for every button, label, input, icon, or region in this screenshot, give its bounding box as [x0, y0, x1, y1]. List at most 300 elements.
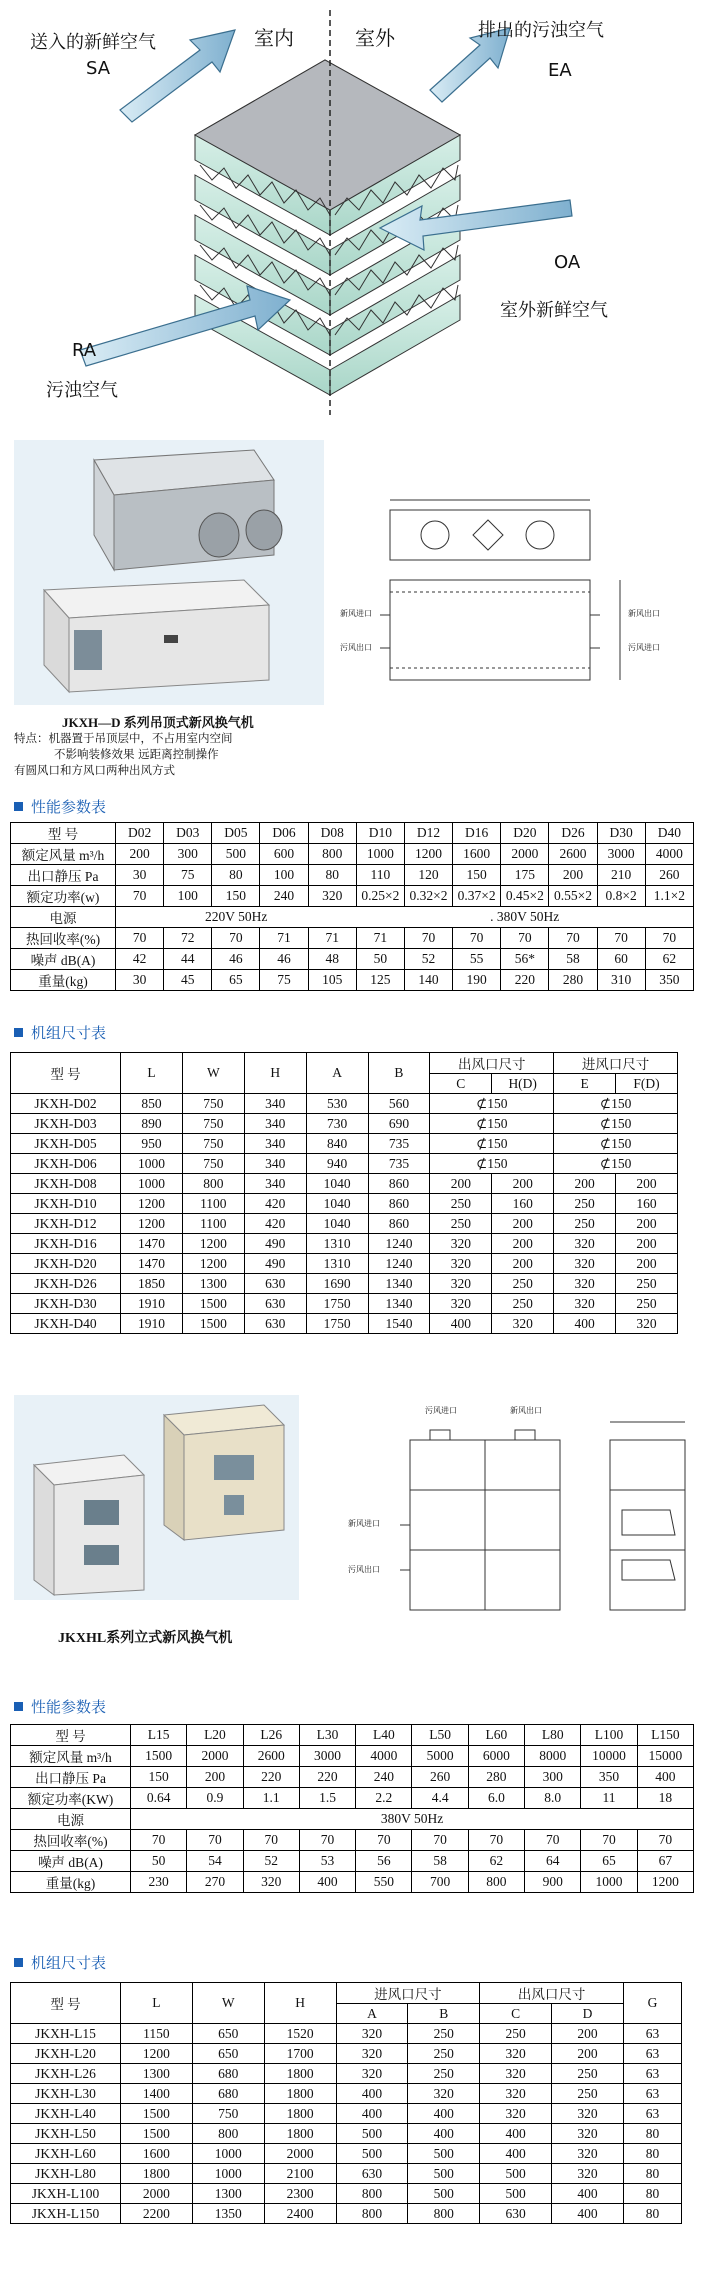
value-cell: 0.25×2: [356, 886, 404, 907]
dim-cell-b: 1540: [368, 1314, 430, 1334]
perf-row: [11, 1788, 694, 1809]
value-cell: 2600: [243, 1746, 299, 1767]
value-cell: 58: [412, 1851, 468, 1872]
model-cell: L100: [581, 1725, 637, 1746]
dim-cell-e: 320: [554, 1274, 616, 1294]
dim-cell-h: 1800: [264, 2124, 336, 2144]
table-row: [11, 1094, 678, 1114]
dim-cell-h: 1700: [264, 2044, 336, 2064]
dim-cell-a: 1750: [306, 1314, 368, 1334]
value-cell: 30: [116, 970, 164, 991]
dim-cell-b: 500: [408, 2164, 480, 2184]
table-row: [11, 1234, 678, 1254]
value-cell: 70: [131, 1830, 187, 1851]
table-row: [11, 1174, 678, 1194]
value-cell: 320: [243, 1872, 299, 1893]
l-dim-body: [11, 2024, 682, 2224]
d-perf-body-a: [11, 844, 694, 907]
dim-header-h: H: [244, 1053, 306, 1094]
d-perf-title: [14, 796, 106, 817]
dim-header-g: G: [624, 1983, 682, 2024]
value-cell: 65: [212, 970, 260, 991]
dim-header-c: C: [430, 1074, 492, 1094]
value-cell: 100: [164, 886, 212, 907]
oa-label: OA: [554, 252, 581, 273]
dim-cell-inlet: ⊄150: [554, 1094, 678, 1114]
value-cell: 0.9: [187, 1788, 243, 1809]
value-cell: 175: [501, 865, 549, 886]
dim-cell-w: 1000: [192, 2164, 264, 2184]
l-series-technical-drawing: [330, 1400, 700, 1620]
value-cell: 300: [164, 844, 212, 865]
dim-cell-l: 1300: [121, 2064, 193, 2084]
dim-cell-outlet: ⊄150: [430, 1114, 554, 1134]
dim-cell-hd: 200: [492, 1214, 554, 1234]
dim-cell-c: 320: [480, 2104, 552, 2124]
vertical-unit-illustration: [14, 1395, 299, 1600]
value-cell: 280: [468, 1767, 524, 1788]
dim-cell-e: 400: [554, 1314, 616, 1334]
section-marker-icon: [14, 1958, 23, 1967]
table-row: [11, 1114, 678, 1134]
dim-cell-c: 630: [480, 2204, 552, 2224]
dim-cell-c: 320: [480, 2064, 552, 2084]
drawing-label-fresh-out: 新风出口: [628, 609, 660, 618]
d-dim-header-row: [11, 1053, 678, 1074]
model-cell: L150: [637, 1725, 693, 1746]
dim-cell-w: 1100: [182, 1194, 244, 1214]
value-cell: 200: [116, 844, 164, 865]
model-cell: L40: [356, 1725, 412, 1746]
table-row: [11, 1194, 678, 1214]
dim-cell-e: 320: [554, 1294, 616, 1314]
dim-cell-b: 690: [368, 1114, 430, 1134]
model-cell: D05: [212, 823, 260, 844]
value-cell: 230: [131, 1872, 187, 1893]
feature-line-2: 不影响装修效果 远距离控制操作: [54, 747, 219, 761]
value-cell: 45: [164, 970, 212, 991]
dim-cell-h: 1800: [264, 2064, 336, 2084]
dim-cell-b: 250: [408, 2044, 480, 2064]
value-cell: 1000: [356, 844, 404, 865]
dim-cell-b: 250: [408, 2064, 480, 2084]
dim-cell-w: 800: [192, 2124, 264, 2144]
value-cell: 3000: [299, 1746, 355, 1767]
dim-header-l: L: [121, 1983, 193, 2024]
dim-header-hd: H(D): [492, 1074, 554, 1094]
l-dim-title-text: 机组尺寸表: [31, 1954, 107, 1972]
value-cell: 0.32×2: [404, 886, 452, 907]
table-row: [11, 2024, 682, 2044]
table-row: [11, 2044, 682, 2064]
value-cell: 2000: [187, 1746, 243, 1767]
dim-cell-c: 250: [430, 1214, 492, 1234]
dim-cell-b: 320: [408, 2084, 480, 2104]
d-dim-title-text: 机组尺寸表: [31, 1024, 107, 1042]
value-cell: 50: [131, 1851, 187, 1872]
dim-cell-a: 1040: [306, 1194, 368, 1214]
dim-cell-a: 1750: [306, 1294, 368, 1314]
value-cell: 64: [525, 1851, 581, 1872]
value-cell: 18: [637, 1788, 693, 1809]
model-cell: D03: [164, 823, 212, 844]
dim-cell-fd: 200: [616, 1234, 678, 1254]
dim-cell-b: 735: [368, 1134, 430, 1154]
indoor-label: 室内: [254, 26, 294, 50]
dim-cell-w: 750: [192, 2104, 264, 2124]
value-cell: 62: [468, 1851, 524, 1872]
value-cell: 55: [453, 949, 501, 970]
model-cell: L26: [243, 1725, 299, 1746]
dim-cell-w: 750: [182, 1094, 244, 1114]
d-perf-table: [10, 822, 694, 991]
value-cell: 48: [308, 949, 356, 970]
dim-cell-a: 320: [336, 2044, 408, 2064]
drawing-label-exhaust-out: 污风出口: [340, 643, 372, 652]
dim-cell-g: 63: [624, 2024, 682, 2044]
perf-row: [11, 970, 694, 991]
dim-cell-inlet: ⊄150: [554, 1134, 678, 1154]
value-cell: 1500: [131, 1746, 187, 1767]
dim-cell-l: 1200: [121, 1214, 183, 1234]
dim-cell-inlet: ⊄150: [554, 1114, 678, 1134]
dim-cell-model: JKXH-L15: [11, 2024, 121, 2044]
dim-cell-w: 1300: [182, 1274, 244, 1294]
model-cell: L30: [299, 1725, 355, 1746]
value-cell: 6.0: [468, 1788, 524, 1809]
dim-cell-model: JKXH-L80: [11, 2164, 121, 2184]
dim-cell-g: 80: [624, 2184, 682, 2204]
d-dim-table: [10, 1052, 678, 1334]
dim-cell-h: 340: [244, 1154, 306, 1174]
value-cell: 2000: [501, 844, 549, 865]
dim-cell-c: 320: [430, 1254, 492, 1274]
value-cell: 53: [299, 1851, 355, 1872]
ra-chinese-label: 污浊空气: [46, 380, 118, 401]
dim-cell-hd: 160: [492, 1194, 554, 1214]
dim-cell-l: 1470: [121, 1254, 183, 1274]
value-cell: 10000: [581, 1746, 637, 1767]
value-cell: 11: [581, 1788, 637, 1809]
ea-label: EA: [548, 60, 572, 81]
value-cell: 270: [187, 1872, 243, 1893]
d-perf-model-row: [11, 823, 694, 844]
ra-label: RA: [72, 340, 97, 361]
dim-cell-c: 400: [480, 2124, 552, 2144]
value-cell: 70: [299, 1830, 355, 1851]
dim-cell-model: JKXH-D02: [11, 1094, 121, 1114]
dim-cell-l: 2200: [121, 2204, 193, 2224]
value-cell: 220: [243, 1767, 299, 1788]
value-cell: 200: [187, 1767, 243, 1788]
value-cell: 70: [187, 1830, 243, 1851]
value-cell: 70: [645, 928, 693, 949]
dim-cell-c: 200: [430, 1174, 492, 1194]
l-series-caption: JKXHL系列立式新风换气机: [58, 1631, 233, 1646]
header-cell: 型 号: [11, 1725, 131, 1746]
dim-header-e: E: [554, 1074, 616, 1094]
model-cell: L20: [187, 1725, 243, 1746]
dim-cell-h: 1800: [264, 2084, 336, 2104]
d-series-drawing: [340, 480, 680, 720]
dim-cell-e: 250: [554, 1194, 616, 1214]
dim-cell-model: JKXH-L60: [11, 2144, 121, 2164]
value-cell: 80: [308, 865, 356, 886]
value-cell: 0.8×2: [597, 886, 645, 907]
l-drawing-label-exhaust-in: 污风进口: [425, 1406, 457, 1415]
row-label: 出口静压 Pa: [11, 865, 116, 886]
dim-cell-h: 420: [244, 1214, 306, 1234]
value-cell: 56*: [501, 949, 549, 970]
dim-cell-a: 940: [306, 1154, 368, 1174]
value-cell: 500: [212, 844, 260, 865]
value-cell: 105: [308, 970, 356, 991]
l-dim-title: [14, 1952, 106, 1973]
perf-row: [11, 1851, 694, 1872]
row-label: 热回收率(%): [11, 1830, 131, 1851]
dim-header-model: 型 号: [11, 1053, 121, 1094]
value-cell: 4000: [645, 844, 693, 865]
perf-row: [11, 928, 694, 949]
dim-cell-e: 320: [554, 1234, 616, 1254]
dim-cell-model: JKXH-D40: [11, 1314, 121, 1334]
dim-cell-b: 400: [408, 2124, 480, 2144]
dim-cell-hd: 250: [492, 1294, 554, 1314]
dim-cell-g: 80: [624, 2144, 682, 2164]
value-cell: 550: [356, 1872, 412, 1893]
model-cell: L15: [131, 1725, 187, 1746]
dim-cell-d: 320: [552, 2124, 624, 2144]
value-cell: 2.2: [356, 1788, 412, 1809]
value-cell: 70: [501, 928, 549, 949]
value-cell: 320: [308, 886, 356, 907]
value-cell: 100: [260, 865, 308, 886]
dim-cell-d: 250: [552, 2064, 624, 2084]
dim-cell-l: 1800: [121, 2164, 193, 2184]
dim-cell-a: 730: [306, 1114, 368, 1134]
dim-cell-model: JKXH-D30: [11, 1294, 121, 1314]
dim-cell-w: 750: [182, 1154, 244, 1174]
dim-cell-c: 320: [430, 1274, 492, 1294]
heat-exchanger-diagram: [0, 0, 704, 420]
dim-cell-w: 750: [182, 1114, 244, 1134]
dim-cell-l: 1910: [121, 1294, 183, 1314]
value-cell: 1600: [453, 844, 501, 865]
l-drawing-label-exhaust-out: 污风出口: [348, 1565, 380, 1574]
value-cell: 71: [260, 928, 308, 949]
ea-chinese-label: 排出的污浊空气: [478, 20, 604, 41]
dim-cell-e: 250: [554, 1214, 616, 1234]
model-cell: L60: [468, 1725, 524, 1746]
dim-cell-fd: 200: [616, 1214, 678, 1234]
dim-cell-c: 500: [480, 2164, 552, 2184]
value-cell: 2600: [549, 844, 597, 865]
dim-cell-d: 400: [552, 2184, 624, 2204]
l-dim-header-row: [11, 1983, 682, 2004]
feature-line-1: 特点：机器置于吊顶层中，不占用室内空间: [14, 731, 233, 745]
row-label: 额定功率(KW): [11, 1788, 131, 1809]
value-cell: 62: [645, 949, 693, 970]
dim-cell-h: 1800: [264, 2104, 336, 2124]
dim-cell-h: 2000: [264, 2144, 336, 2164]
power-label: 电源: [11, 907, 116, 928]
dim-cell-w: 1200: [182, 1254, 244, 1274]
dim-cell-model: JKXH-D06: [11, 1154, 121, 1174]
value-cell: 1.1: [243, 1788, 299, 1809]
value-cell: 140: [404, 970, 452, 991]
dim-cell-d: 200: [552, 2044, 624, 2064]
model-cell: L50: [412, 1725, 468, 1746]
value-cell: 70: [637, 1830, 693, 1851]
dim-cell-l: 1500: [121, 2104, 193, 2124]
perf-row: [11, 1830, 694, 1851]
value-cell: 350: [645, 970, 693, 991]
model-cell: D40: [645, 823, 693, 844]
model-cell: D20: [501, 823, 549, 844]
value-cell: 8.0: [525, 1788, 581, 1809]
dim-header-outlet: 出风口尺寸: [480, 1983, 624, 2004]
dim-cell-model: JKXH-L50: [11, 2124, 121, 2144]
value-cell: 240: [260, 886, 308, 907]
perf-row: [11, 886, 694, 907]
table-row: [11, 2164, 682, 2184]
dim-cell-a: 320: [336, 2024, 408, 2044]
value-cell: 80: [212, 865, 260, 886]
dim-cell-h: 340: [244, 1134, 306, 1154]
dim-cell-hd: 200: [492, 1234, 554, 1254]
d-series-technical-drawing: [340, 480, 680, 720]
dim-cell-d: 250: [552, 2084, 624, 2104]
dim-cell-h: 2100: [264, 2164, 336, 2184]
dim-cell-l: 1600: [121, 2144, 193, 2164]
dim-cell-model: JKXH-D05: [11, 1134, 121, 1154]
dim-header-inlet: 进风口尺寸: [336, 1983, 480, 2004]
dim-cell-h: 630: [244, 1314, 306, 1334]
dim-header-inlet: 进风口尺寸: [554, 1053, 678, 1074]
d-series-photo: [14, 440, 324, 705]
dim-cell-l: 1500: [121, 2124, 193, 2144]
dim-cell-model: JKXH-D20: [11, 1254, 121, 1274]
dim-cell-outlet: ⊄150: [430, 1154, 554, 1174]
value-cell: 0.64: [131, 1788, 187, 1809]
value-cell: 70: [581, 1830, 637, 1851]
dim-cell-d: 400: [552, 2204, 624, 2224]
value-cell: 800: [468, 1872, 524, 1893]
dim-cell-d: 320: [552, 2164, 624, 2184]
dim-header-h: H: [264, 1983, 336, 2024]
dim-cell-l: 1200: [121, 1194, 183, 1214]
value-cell: 70: [525, 1830, 581, 1851]
value-cell: 125: [356, 970, 404, 991]
table-row: [11, 1294, 678, 1314]
row-label: 重量(kg): [11, 1872, 131, 1893]
model-cell: D26: [549, 823, 597, 844]
value-cell: 70: [404, 928, 452, 949]
l-perf-title-text: 性能参数表: [31, 1698, 107, 1716]
dim-cell-a: 1040: [306, 1214, 368, 1234]
value-cell: 110: [356, 865, 404, 886]
dim-cell-model: JKXH-D26: [11, 1274, 121, 1294]
value-cell: 220: [501, 970, 549, 991]
value-cell: 0.55×2: [549, 886, 597, 907]
section-marker-icon: [14, 1702, 23, 1711]
dim-header-a: A: [306, 1053, 368, 1094]
dim-cell-c: 320: [480, 2084, 552, 2104]
value-cell: 52: [404, 949, 452, 970]
value-cell: 220: [299, 1767, 355, 1788]
dim-header-c: C: [480, 2004, 552, 2024]
outdoor-label: 室外: [355, 26, 395, 50]
perf-row: [11, 1746, 694, 1767]
dim-cell-a: 800: [336, 2204, 408, 2224]
dim-cell-w: 680: [192, 2084, 264, 2104]
value-cell: 310: [597, 970, 645, 991]
l-perf-table: [10, 1724, 694, 1893]
l-perf-title: [14, 1696, 106, 1717]
dim-cell-hd: 250: [492, 1274, 554, 1294]
value-cell: 600: [260, 844, 308, 865]
dim-cell-e: 320: [554, 1254, 616, 1274]
dim-cell-w: 1200: [182, 1234, 244, 1254]
value-cell: 150: [131, 1767, 187, 1788]
d-series-caption: JKXH—D 系列吊顶式新风换气机: [62, 715, 254, 730]
value-cell: 700: [412, 1872, 468, 1893]
dim-cell-w: 680: [192, 2064, 264, 2084]
value-cell: 280: [549, 970, 597, 991]
perf-row: [11, 865, 694, 886]
value-cell: 70: [116, 886, 164, 907]
model-cell: D10: [356, 823, 404, 844]
table-row: [11, 2064, 682, 2084]
dim-cell-a: 1310: [306, 1254, 368, 1274]
dim-cell-w: 1350: [192, 2204, 264, 2224]
dim-header-fd: F(D): [616, 1074, 678, 1094]
value-cell: 400: [299, 1872, 355, 1893]
dim-cell-a: 400: [336, 2084, 408, 2104]
value-cell: 44: [164, 949, 212, 970]
value-cell: 900: [525, 1872, 581, 1893]
value-cell: 52: [243, 1851, 299, 1872]
dim-header-b: B: [368, 1053, 430, 1094]
dim-cell-h: 490: [244, 1234, 306, 1254]
dim-cell-a: 800: [336, 2184, 408, 2204]
d-series-features: [14, 730, 233, 778]
model-cell: L80: [525, 1725, 581, 1746]
value-cell: 3000: [597, 844, 645, 865]
value-cell: 1.5: [299, 1788, 355, 1809]
model-cell: D16: [453, 823, 501, 844]
table-row: [11, 1154, 678, 1174]
dim-header-w: W: [192, 1983, 264, 2024]
model-cell: D06: [260, 823, 308, 844]
value-cell: 46: [212, 949, 260, 970]
dim-cell-model: JKXH-L150: [11, 2204, 121, 2224]
dim-cell-b: 500: [408, 2184, 480, 2204]
value-cell: 70: [243, 1830, 299, 1851]
dim-cell-c: 400: [480, 2144, 552, 2164]
value-cell: 5000: [412, 1746, 468, 1767]
value-cell: 70: [468, 1830, 524, 1851]
value-cell: 42: [116, 949, 164, 970]
value-cell: 70: [597, 928, 645, 949]
dim-cell-c: 320: [430, 1234, 492, 1254]
oa-chinese-label: 室外新鲜空气: [500, 300, 608, 321]
power-380: . 380V 50Hz: [356, 907, 693, 928]
dim-header-w: W: [182, 1053, 244, 1094]
dim-cell-w: 1100: [182, 1214, 244, 1234]
dim-cell-b: 860: [368, 1174, 430, 1194]
dim-cell-outlet: ⊄150: [430, 1134, 554, 1154]
